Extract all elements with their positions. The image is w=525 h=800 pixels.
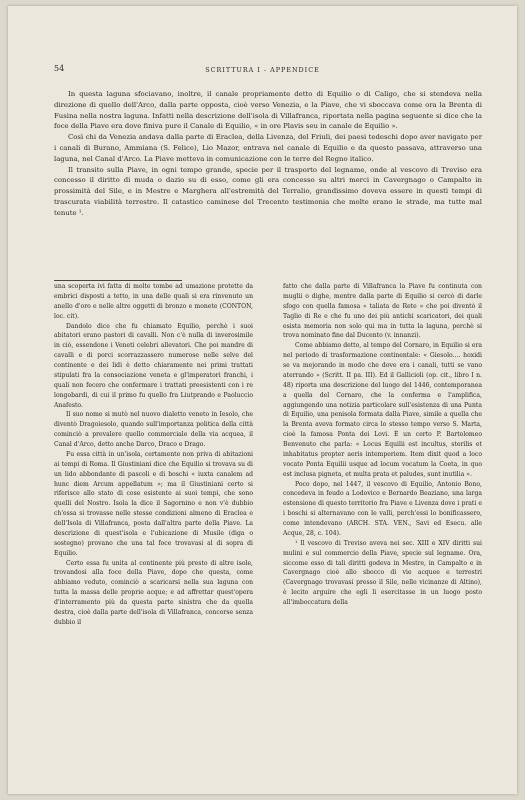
book-page xyxy=(8,6,517,794)
left-column xyxy=(54,282,253,628)
column-paragraph: Poco dopo, nel 1447, il vescovo di Equilio, Antonio Bono, concedeva in feudo a Lodovico e Bernardo Beaziano, una larga estensione di questo territorio fra Piave e Livenza dove i prati e i boschi si alternavano con le valli, perch'essi lo bonificassero, come intendevano (ARCH. STA. VEN., Savi ed Esecu. alle Acque, 28, c. 104). xyxy=(283,480,482,537)
column-paragraph: Fu essa città in un'isola, certamente non priva di abitazioni ai tempi di Roma. Il Giustiniani dice che Equilio si trovava su di un lido abbondante di pascoli e di boschi « iuxta canalem ad hunc diem Arcum appellatum »; ma il Giustiniani certo si riferisce allo stato di cose esistente ai suoi tempi, che sono quelli del Nostro. Isola la dice il Sagornino e non v'è dubbio ch'essa si trovasse nelle stesse condizioni almeno di Eraclea e dell'Isola di Villafranca, posta dall'altra parte della Piave. La descrizione di quest'isola e l'ubicazione di Musile (diga o sostegno) provano che una tal foce trovavasi al di sopra di Equilio. xyxy=(54,450,253,557)
column-paragraph: Il suo nome si mutò nel nuovo dialetto veneto in Iesolo, che diventò Dragoiesolo, quando sull'importanza politica della città cominciò a prevalere quello commerciale della via acquea, il Canal d'Arco, detto anche Darco, Draco e Drago. xyxy=(54,411,253,448)
column-paragraph: fatto che dalla parte di Villafranca la Piave fu continuta con muglii o dighe, mentre dalla parte di Equilio si cercò di darle sfogo con quella famosa « taliata de Rete » che poi diventò il Taglio di Re e che fu uno dei più antichi scaricatori, dei quali esista memoria non solo qui ma in tutta la laguna, perchè si trova nominato fine dal Ducento (v. innanzi). xyxy=(283,283,482,340)
right-column xyxy=(283,282,482,608)
running-head: SCRITTURA I - APPENDICE xyxy=(205,66,320,74)
main-paragraph: Il transito sulla Piave, in ogni tempo grande, specie per il trasporto del legname, onde al vescovo di Treviso era concesso il diritto di muda o dazio su di esso, come gli era concesso su altri merci in Cavergnago o Campalto in prossimità del Sile, e in Mestre e Marghera all'estremità del Terralio, grandissimo doveva essere in questi tempi di trascurata viabilità terrestre. Il catastico caminese del Trecento testimonia che molte erano le strade, ma tutte mal tenute ¹. xyxy=(54,165,482,217)
main-paragraph: Così chi da Venezia andava dalla parte di Eraclea, della Livenza, del Friuli, dei paesi tedeschi dopo aver navigato per i canali di Burano, Ammiana (S. Felice), Lio Mazor, entrava nel canale di Equilio e da questo passava, attraverso una laguna, nel Canal d'Arco. La Piave metteva in comunicazione con le terre del Regno italico. xyxy=(54,133,482,163)
footnote: ¹ Il vescovo di Treviso aveva nei sec. XIII e XIV diritti sui mulini e sul commercio della Piave, specie sul legname. Ora, siccome esso di tali diritti godeva in Mestre, in Campalto e in Cavergnago cioè allo sbocco di vie acquee e terrestri (Cavergnago trovavasi presso il Sile, nelle vicinanze di Altino), è lecito arguire che egli li esercitasse in un luogo posto all'imboccatura della xyxy=(283,539,482,606)
column-paragraph: Dandolo dice che fu chiamato Equilio, perchè i suoi abitatori erano pastori di cavalli. Non c'è nulla di inverosimile in ciò, essendone i Veneti celebri allevatori. Che poi mandre di cavalli e di porci scorrazzassero numerose nelle selve del continente e dei lidi è detto chiaramente nei primi trattati stipulati fra la consociazione veneta e gl'imperatori franchi, i quali non fecero che confermare i trattati preesistenti con i re longobardi, di cui il primo fu quello fra Liutprando e Paoluccio Anafesto. xyxy=(54,322,253,409)
main-paragraph: In questa laguna sfociavano, inoltre, il canale propriamente detto di Equilio o di Caligo, che si stendeva nella direzione di quello dell'Arco, dalla parte opposta, cioè verso Venezia, e la Piave, che vi sboccava come ora la Brenta di Fusina nella nostra laguna. Infatti nella descrizione dell'isola di Villafranca, riportata nella pagina seguente si dice che la foce della Piave era dove finiva pure il Canale di Equilio, « in ore Plavis seu in canale de Equilio ». xyxy=(54,90,482,131)
main-text xyxy=(54,89,482,219)
column-paragraph: Certo essa fu unita al continente più presto di altre isole, trovandosi alla foce della Piave, dopo che questa, come abbiamo veduto, cominciò a scaricarsi nella sua laguna con tutta la massa delle proprie acque; e ad affrettar quest'opera d'interramento più da questa parte sinistra che da quella destra, cioè dalla parte dell'isola di Villafranca, concorse senza dubbio il xyxy=(54,559,253,626)
footnote-divider xyxy=(54,280,182,281)
column-paragraph: Come abbiamo detto, al tempo del Cornaro, in Equilio si era nel periodo di trasformazione continentale: « Giesolo.... hoxidi se va mejorando in modo che dove era i canali, tutti se vano aterrando » (Scritt. II pa. III). Ed il Gallicioli (op. cit., libro I n. 48) riporta una descrizione del luogo del 1446, contemporanea a quella del Cornaro, che la conferma e l'amplifica, aggiungendo una notizia particolare sull'esistenza di una Punta di Equilio, una penisola formata dalla Piave, simile a quella che la Brenta aveva formato circa lo stesso tempo verso S. Marta, cioè la famosa Ponta dei Lovi. È un certo P. Bartolomeo Benvenuto che parla: « Locus Equilii est incultus, sterilis et inhabitatus propter aeris intemperiem. Item dixit quod a loco vocato Ponta Equilii usque ad locum vocatum la Coeta, in quo est inclusa pigneta, et multa prata et paludes, sunt inutilia ». xyxy=(283,342,482,478)
column-paragraph: una scoperta ivi fatta di molte tombe ad umazione protette da embrici disposti a tetto, in una delle quali si era rinvenuto un anello d'oro e nelle altre oggetti di bronzo e monete (CONTON, loc. cit). xyxy=(54,283,253,320)
page-number: 54 xyxy=(54,64,65,73)
